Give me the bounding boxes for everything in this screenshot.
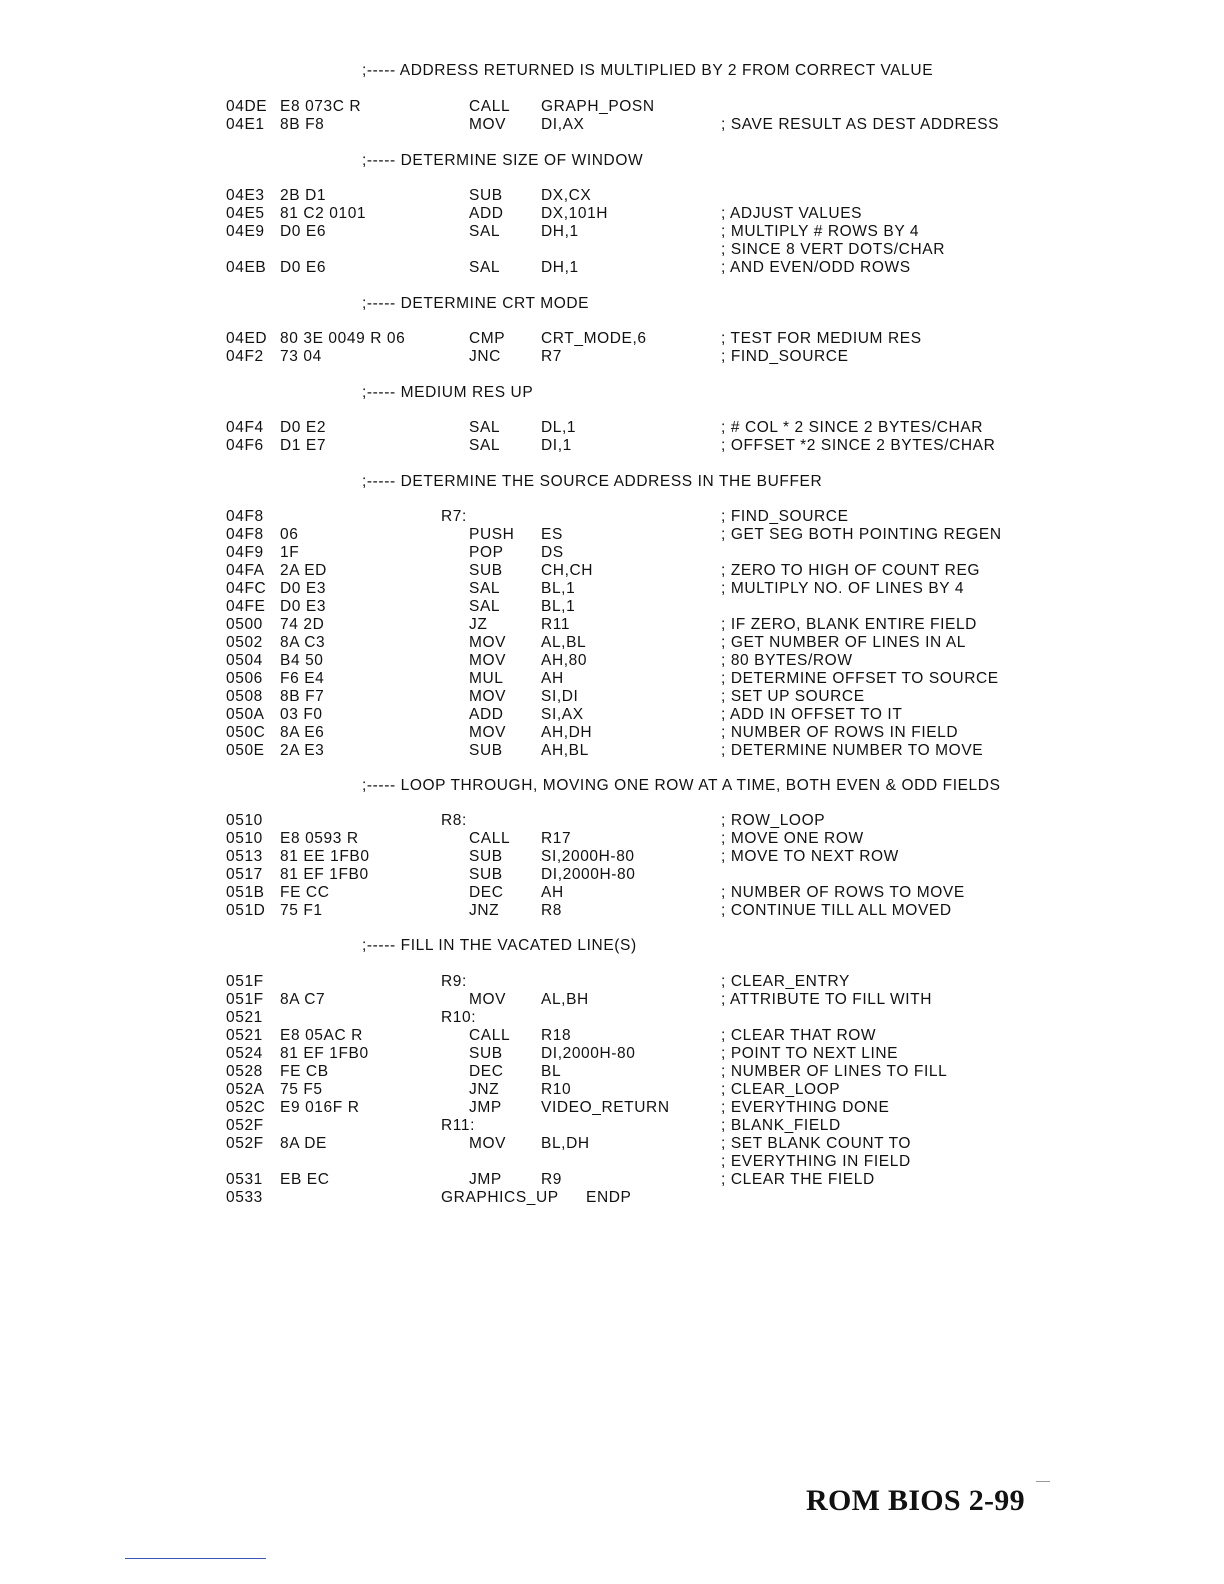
opcode: CALL — [469, 1027, 511, 1044]
comment: ; ADD IN OFFSET TO IT — [721, 706, 903, 723]
operands: R17 — [541, 830, 572, 847]
section-comment-text: ;----- ADDRESS RETURNED IS MULTIPLIED BY 2 FROM CORRECT VALUE — [362, 62, 934, 79]
code-line — [0, 688, 1224, 706]
opcode: MOV — [469, 1135, 507, 1152]
comment: ; ROW_LOOP — [721, 812, 826, 829]
opcode: POP — [469, 544, 504, 561]
code-line — [0, 973, 1224, 991]
comment: ; CLEAR THE FIELD — [721, 1171, 875, 1188]
address: 052C — [226, 1099, 266, 1116]
section-comment — [0, 62, 1224, 80]
opcode: CMP — [469, 330, 506, 347]
operands: DX,CX — [541, 187, 592, 204]
address: 0517 — [226, 866, 263, 883]
address: 04FC — [226, 580, 267, 597]
object-code: 2B D1 — [280, 187, 327, 204]
operands: AH,DH — [541, 724, 593, 741]
label: R10: — [441, 1009, 477, 1026]
opcode: MOV — [469, 688, 507, 705]
object-code: 73 04 — [280, 348, 322, 365]
section-comment-text: ;----- DETERMINE SIZE OF WINDOW — [362, 152, 644, 169]
address: 04E5 — [226, 205, 265, 222]
section-comment — [0, 473, 1224, 491]
bottom-rule — [125, 1558, 266, 1559]
code-line — [0, 508, 1224, 526]
operands: DL,1 — [541, 419, 577, 436]
section-comment — [0, 152, 1224, 170]
address: 04FA — [226, 562, 265, 579]
code-line — [0, 634, 1224, 652]
object-code: 2A ED — [280, 562, 327, 579]
address: 0502 — [226, 634, 263, 651]
operands: CH,CH — [541, 562, 594, 579]
opcode: DEC — [469, 1063, 504, 1080]
address: 04F8 — [226, 508, 264, 525]
code-line — [0, 1081, 1224, 1099]
address: 051F — [226, 991, 264, 1008]
address: 0521 — [226, 1027, 263, 1044]
comment: ; DETERMINE NUMBER TO MOVE — [721, 742, 984, 759]
code-line — [0, 544, 1224, 562]
address: 051D — [226, 902, 266, 919]
opcode: JNZ — [469, 902, 500, 919]
object-code: 8A C3 — [280, 634, 326, 651]
section-comment-text: ;----- FILL IN THE VACATED LINE(S) — [362, 937, 637, 954]
operands: R7 — [541, 348, 563, 365]
address: 04FE — [226, 598, 266, 615]
comment: ; POINT TO NEXT LINE — [721, 1045, 899, 1062]
comment: ; 80 BYTES/ROW — [721, 652, 853, 669]
operands: AL,BH — [541, 991, 589, 1008]
operands: AL,BL — [541, 634, 587, 651]
comment: ; ZERO TO HIGH OF COUNT REG — [721, 562, 981, 579]
operands: DH,1 — [541, 259, 579, 276]
opcode: SUB — [469, 187, 503, 204]
comment: ; OFFSET *2 SINCE 2 BYTES/CHAR — [721, 437, 996, 454]
address: 04DE — [226, 98, 268, 115]
code-line — [0, 884, 1224, 902]
address: 0528 — [226, 1063, 263, 1080]
object-code: 06 — [280, 526, 299, 543]
address: 052F — [226, 1117, 264, 1134]
address: 04E1 — [226, 116, 265, 133]
section-comment-text: ;----- DETERMINE CRT MODE — [362, 295, 590, 312]
comment: ; EVERYTHING IN FIELD — [721, 1153, 911, 1170]
code-line — [0, 1171, 1224, 1189]
code-line — [0, 580, 1224, 598]
opcode: ADD — [469, 706, 504, 723]
comment: ; IF ZERO, BLANK ENTIRE FIELD — [721, 616, 977, 633]
code-line — [0, 223, 1224, 241]
page-footer: ROM BIOS 2-99 — [806, 1484, 1025, 1517]
address: 052F — [226, 1135, 264, 1152]
operands: DI,AX — [541, 116, 585, 133]
label: R7: — [441, 508, 467, 525]
code-line — [0, 187, 1224, 205]
opcode: MOV — [469, 991, 507, 1008]
object-code: 81 EF 1FB0 — [280, 866, 369, 883]
code-line — [0, 259, 1224, 277]
code-line — [0, 419, 1224, 437]
object-code: 75 F5 — [280, 1081, 323, 1098]
object-code: 81 C2 0101 — [280, 205, 367, 222]
object-code: FE CC — [280, 884, 330, 901]
opcode: SAL — [469, 437, 501, 454]
code-line — [0, 598, 1224, 616]
code-line — [0, 866, 1224, 884]
address: 04E3 — [226, 187, 265, 204]
code-line — [0, 812, 1224, 830]
address: 0508 — [226, 688, 263, 705]
operands: CRT_MODE,6 — [541, 330, 647, 347]
opcode: JMP — [469, 1099, 502, 1116]
object-code: 81 EE 1FB0 — [280, 848, 370, 865]
object-code: 8B F8 — [280, 116, 325, 133]
comment: ; EVERYTHING DONE — [721, 1099, 890, 1116]
address: 0510 — [226, 812, 263, 829]
code-line — [0, 1063, 1224, 1081]
code-line — [0, 241, 1224, 259]
opcode: MUL — [469, 670, 504, 687]
label: R11: — [441, 1117, 475, 1134]
comment: ; SET BLANK COUNT TO — [721, 1135, 912, 1152]
operands: BL,DH — [541, 1135, 590, 1152]
comment: ; FIND_SOURCE — [721, 508, 849, 525]
code-line — [0, 1189, 1224, 1207]
opcode: SAL — [469, 223, 501, 240]
opcode: SUB — [469, 866, 503, 883]
code-line — [0, 830, 1224, 848]
comment: ; MULTIPLY NO. OF LINES BY 4 — [721, 580, 965, 597]
operands: SI,2000H-80 — [541, 848, 635, 865]
opcode: DEC — [469, 884, 504, 901]
object-code: 2A E3 — [280, 742, 325, 759]
object-code: EB EC — [280, 1171, 330, 1188]
address: 0533 — [226, 1189, 263, 1206]
opcode: MOV — [469, 634, 507, 651]
opcode: PUSH — [469, 526, 515, 543]
operands: DI,1 — [541, 437, 572, 454]
comment: ; NUMBER OF ROWS IN FIELD — [721, 724, 959, 741]
opcode: SUB — [469, 742, 503, 759]
comment: ; NUMBER OF LINES TO FILL — [721, 1063, 948, 1080]
label: R9: — [441, 973, 467, 990]
object-code: D0 E2 — [280, 419, 327, 436]
object-code: 80 3E 0049 R 06 — [280, 330, 406, 347]
operands: DX,101H — [541, 205, 609, 222]
operands: DH,1 — [541, 223, 579, 240]
address: 050E — [226, 742, 265, 759]
operands: AH,BL — [541, 742, 589, 759]
object-code: D0 E3 — [280, 598, 327, 615]
address: 050A — [226, 706, 265, 723]
comment: ; MOVE TO NEXT ROW — [721, 848, 899, 865]
object-code: D0 E6 — [280, 223, 327, 240]
object-code: 1F — [280, 544, 300, 561]
address: 050C — [226, 724, 266, 741]
operands: R10 — [541, 1081, 572, 1098]
section-comment-text: ;----- DETERMINE THE SOURCE ADDRESS IN THE BUFFER — [362, 473, 823, 490]
operands: ES — [541, 526, 563, 543]
opcode: JNZ — [469, 1081, 500, 1098]
comment: ; SET UP SOURCE — [721, 688, 865, 705]
opcode: MOV — [469, 724, 507, 741]
address: 0510 — [226, 830, 263, 847]
address: 0500 — [226, 616, 263, 633]
code-line — [0, 670, 1224, 688]
address: 04F4 — [226, 419, 264, 436]
comment: ; CLEAR_LOOP — [721, 1081, 841, 1098]
code-line — [0, 562, 1224, 580]
comment: ; TEST FOR MEDIUM RES — [721, 330, 922, 347]
object-code: 75 F1 — [280, 902, 323, 919]
comment: ; GET SEG BOTH POINTING REGEN — [721, 526, 1002, 543]
operands: DI,2000H-80 — [541, 866, 636, 883]
object-code: F6 E4 — [280, 670, 325, 687]
comment: ; CLEAR_ENTRY — [721, 973, 850, 990]
object-code: B4 50 — [280, 652, 324, 669]
directive: ENDP — [586, 1189, 632, 1206]
operands: BL,1 — [541, 580, 576, 597]
section-comment — [0, 937, 1224, 955]
comment: ; ADJUST VALUES — [721, 205, 863, 222]
opcode: JMP — [469, 1171, 502, 1188]
section-comment — [0, 384, 1224, 402]
object-code: 8A E6 — [280, 724, 325, 741]
address: 0506 — [226, 670, 263, 687]
code-line — [0, 437, 1224, 455]
code-line — [0, 1117, 1224, 1135]
opcode: ADD — [469, 205, 504, 222]
code-line — [0, 526, 1224, 544]
comment: ; AND EVEN/ODD ROWS — [721, 259, 911, 276]
object-code: E8 073C R — [280, 98, 362, 115]
code-line — [0, 1009, 1224, 1027]
code-line — [0, 205, 1224, 223]
object-code: D1 E7 — [280, 437, 327, 454]
code-line — [0, 1099, 1224, 1117]
operands: SI,AX — [541, 706, 584, 723]
object-code: 74 2D — [280, 616, 325, 633]
object-code: 8B F7 — [280, 688, 325, 705]
object-code: D0 E6 — [280, 259, 327, 276]
operands: AH — [541, 670, 564, 687]
code-line — [0, 991, 1224, 1009]
opcode: SUB — [469, 848, 503, 865]
opcode: SAL — [469, 580, 501, 597]
object-code: 81 EF 1FB0 — [280, 1045, 369, 1062]
code-line — [0, 848, 1224, 866]
opcode: SUB — [469, 562, 503, 579]
opcode: CALL — [469, 830, 511, 847]
opcode: SUB — [469, 1045, 503, 1062]
code-line — [0, 330, 1224, 348]
object-code: D0 E3 — [280, 580, 327, 597]
address: 04F9 — [226, 544, 264, 561]
opcode: MOV — [469, 116, 507, 133]
address: 0504 — [226, 652, 263, 669]
comment: ; FIND_SOURCE — [721, 348, 849, 365]
comment: ; NUMBER OF ROWS TO MOVE — [721, 884, 965, 901]
object-code: E9 016F R — [280, 1099, 360, 1116]
object-code: 03 F0 — [280, 706, 323, 723]
address: 0513 — [226, 848, 263, 865]
address: 0531 — [226, 1171, 263, 1188]
address: 0524 — [226, 1045, 263, 1062]
address: 051B — [226, 884, 265, 901]
code-line — [0, 1027, 1224, 1045]
comment: ; MULTIPLY # ROWS BY 4 — [721, 223, 920, 240]
code-line — [0, 1045, 1224, 1063]
opcode: JNC — [469, 348, 501, 365]
operands: SI,DI — [541, 688, 579, 705]
code-line — [0, 98, 1224, 116]
opcode: SAL — [469, 259, 501, 276]
comment: ; ATTRIBUTE TO FILL WITH — [721, 991, 933, 1008]
operands: R9 — [541, 1171, 563, 1188]
object-code: 8A DE — [280, 1135, 327, 1152]
operands: AH — [541, 884, 564, 901]
object-code: E8 0593 R — [280, 830, 359, 847]
comment: ; SAVE RESULT AS DEST ADDRESS — [721, 116, 1000, 133]
opcode: MOV — [469, 652, 507, 669]
label: R8: — [441, 812, 467, 829]
code-line — [0, 116, 1224, 134]
operands: BL — [541, 1063, 562, 1080]
code-line — [0, 616, 1224, 634]
address: 04F2 — [226, 348, 264, 365]
object-code: 8A C7 — [280, 991, 326, 1008]
section-comment-text: ;----- LOOP THROUGH, MOVING ONE ROW AT A TIME, BOTH EVEN & ODD FIELDS — [362, 777, 1001, 794]
operands: R18 — [541, 1027, 572, 1044]
address: 04F8 — [226, 526, 264, 543]
section-comment-text: ;----- MEDIUM RES UP — [362, 384, 534, 401]
object-code: FE CB — [280, 1063, 329, 1080]
code-line — [0, 348, 1224, 366]
comment: ; CONTINUE TILL ALL MOVED — [721, 902, 952, 919]
code-line — [0, 742, 1224, 760]
label: GRAPHICS_UP — [441, 1189, 559, 1206]
object-code: E8 05AC R — [280, 1027, 363, 1044]
opcode: SAL — [469, 419, 501, 436]
comment: ; GET NUMBER OF LINES IN AL — [721, 634, 967, 651]
comment: ; SINCE 8 VERT DOTS/CHAR — [721, 241, 945, 258]
comment: ; CLEAR THAT ROW — [721, 1027, 877, 1044]
code-line — [0, 1135, 1224, 1153]
opcode: CALL — [469, 98, 511, 115]
footer-rule — [1036, 1481, 1050, 1482]
operands: DS — [541, 544, 564, 561]
address: 04F6 — [226, 437, 264, 454]
code-line — [0, 902, 1224, 920]
comment: ; MOVE ONE ROW — [721, 830, 864, 847]
operands: AH,80 — [541, 652, 588, 669]
address: 04ED — [226, 330, 268, 347]
code-line — [0, 706, 1224, 724]
code-line — [0, 652, 1224, 670]
address: 04EB — [226, 259, 267, 276]
address: 0521 — [226, 1009, 263, 1026]
opcode: SAL — [469, 598, 501, 615]
operands: DI,2000H-80 — [541, 1045, 636, 1062]
comment: ; BLANK_FIELD — [721, 1117, 841, 1134]
address: 051F — [226, 973, 264, 990]
code-line — [0, 724, 1224, 742]
address: 052A — [226, 1081, 265, 1098]
address: 04E9 — [226, 223, 265, 240]
operands: GRAPH_POSN — [541, 98, 655, 115]
code-line — [0, 1153, 1224, 1171]
operands: R8 — [541, 902, 563, 919]
operands: R11 — [541, 616, 571, 633]
opcode: JZ — [469, 616, 488, 633]
section-comment — [0, 295, 1224, 313]
operands: VIDEO_RETURN — [541, 1099, 670, 1116]
section-comment — [0, 777, 1224, 795]
comment: ; DETERMINE OFFSET TO SOURCE — [721, 670, 999, 687]
comment: ; # COL * 2 SINCE 2 BYTES/CHAR — [721, 419, 984, 436]
operands: BL,1 — [541, 598, 576, 615]
